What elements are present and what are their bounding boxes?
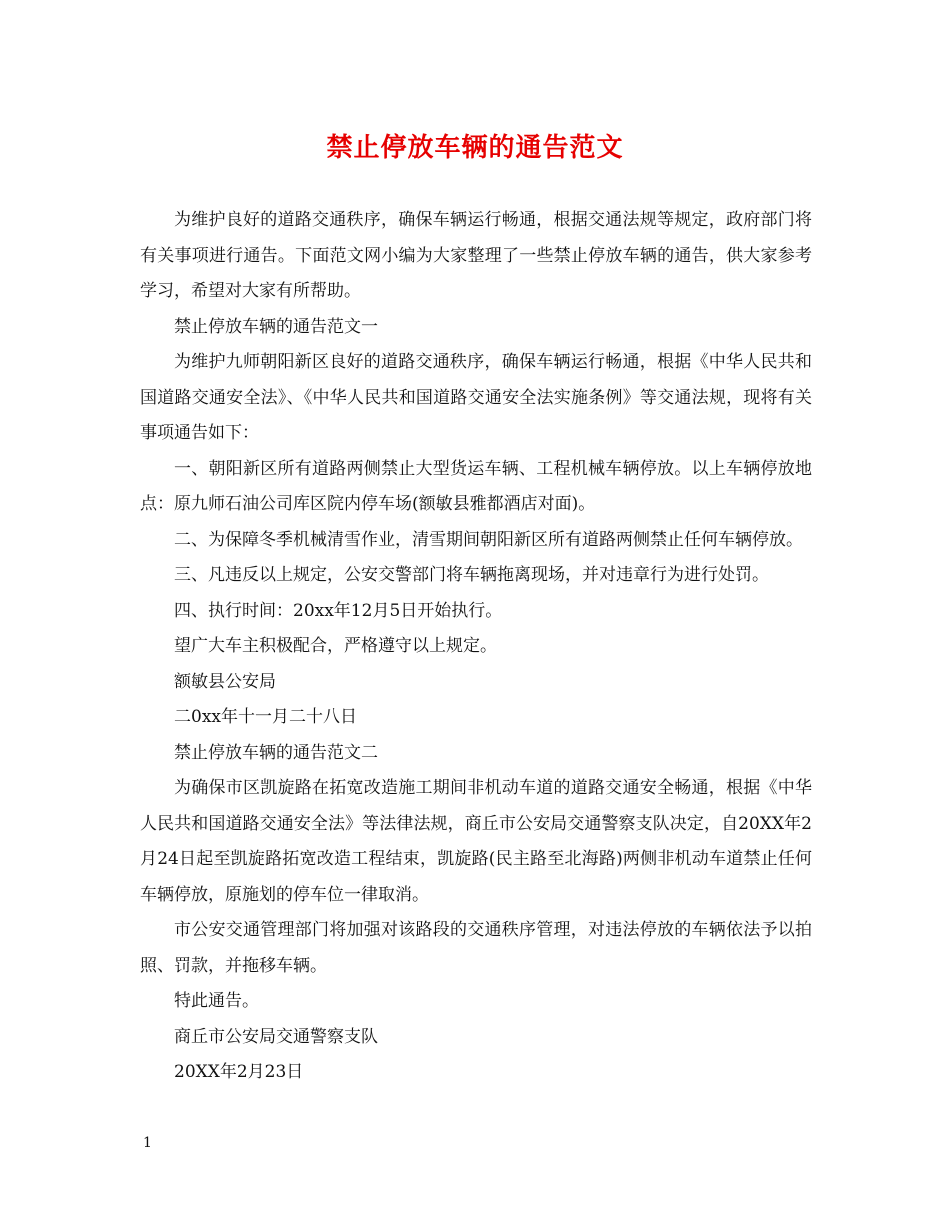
paragraph: 一、朝阳新区所有道路两侧禁止大型货运车辆、工程机械车辆停放。以上车辆停放地点：原九师石油公司库区院内停车场(额敏县雅都酒店对面)。 — [140, 458, 812, 514]
page-number: 1 — [143, 1135, 152, 1151]
paragraph: 二、为保障冬季机械清雪作业，清雪期间朝阳新区所有道路两侧禁止任何车辆停放。 — [174, 529, 803, 550]
document-title: 禁止停放车辆的通告范文 — [326, 133, 624, 163]
signature-date: 二0xx年十一月二十八日 — [174, 707, 357, 727]
paragraph-section-heading-1: 禁止停放车辆的通告范文一 — [174, 316, 378, 337]
paragraph-intro: 为维护良好的道路交通秩序，确保车辆运行畅通，根据交通法规等规定，政府部门将有关事项进行通告。下面范文网小编为大家整理了一些禁止停放车辆的通告，供大家参考学习，希望对大家有所帮助。 — [140, 210, 812, 301]
paragraph: 市公安交通管理部门将加强对该路段的交通秩序管理，对违法停放的车辆依法予以拍照、罚款，并拖移车辆。 — [140, 920, 812, 976]
signature-issuer: 额敏县公安局 — [174, 671, 276, 692]
paragraph: 为维护九师朝阳新区良好的道路交通秩序，确保车辆运行畅通，根据《中华人民共和国道路交通安全法》、《中华人民共和国道路交通安全法实施条例》等交通法规，现将有关事项通告如下： — [140, 352, 812, 443]
signature-issuer: 商丘市公安局交通警察支队 — [174, 1026, 378, 1047]
paragraph: 四、执行时间：20xx年12月5日开始执行。 — [174, 600, 503, 621]
document-body — [140, 203, 812, 1091]
signature-date: 20XX年2月23日 — [174, 1062, 304, 1082]
paragraph: 为确保市区凯旋路在拓宽改造施工期间非机动车道的道路交通安全畅通，根据《中华人民共和国道路交通安全法》等法律法规，商丘市公安局交通警察支队决定，自20XX年2月24日起至凯旋路拓宽改造工程结束，凯旋路(民主路至北海路)两侧非机动车道禁止任何车辆停放，原施划的停车位一律取消。 — [140, 778, 812, 905]
paragraph: 三、凡违反以上规定，公安交警部门将车辆拖离现场，并对违章行为进行处罚。 — [174, 565, 769, 585]
paragraph-section-heading-2: 禁止停放车辆的通告范文二 — [174, 742, 378, 763]
paragraph: 望广大车主积极配合，严格遵守以上规定。 — [174, 636, 497, 656]
paragraph: 特此通告。 — [174, 991, 259, 1011]
